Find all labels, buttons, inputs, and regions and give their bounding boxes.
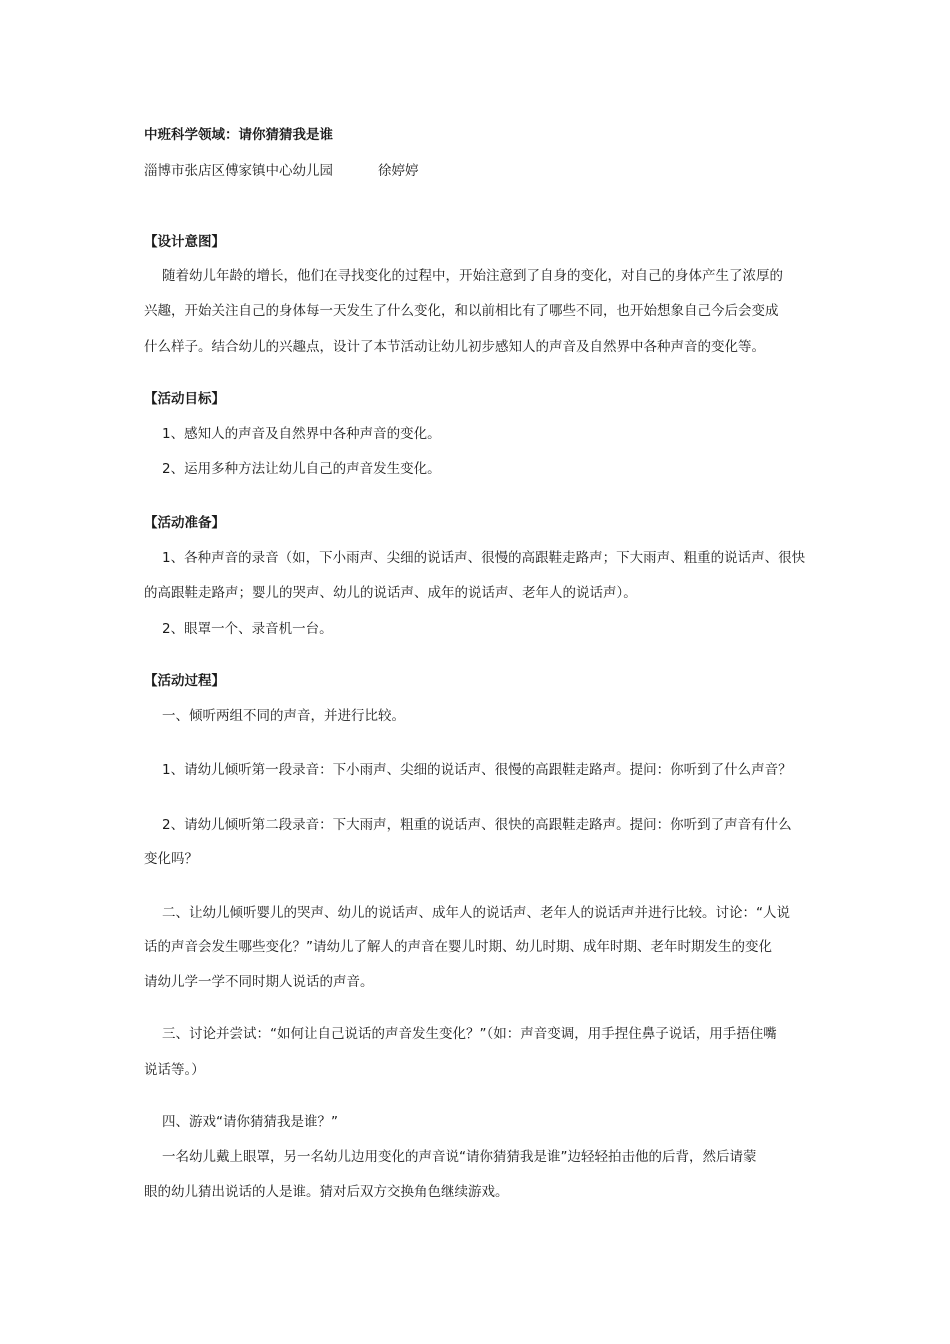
process-line: 眼的幼儿猜出说话的人是谁。猜对后双方交换角色继续游戏。 xyxy=(144,1184,509,1200)
process-line: 一、倾听两组不同的声音，并进行比较。 xyxy=(162,708,405,724)
goal-item: 2、运用多种方法让幼儿自己的声音发生变化。 xyxy=(162,461,441,477)
process-line: 四、游戏“请你猜猜我是谁？” xyxy=(162,1114,338,1130)
process-line: 1、请幼儿倾听第一段录音：下小雨声、尖细的说话声、很慢的高跟鞋走路声。提问：你听到了什么声音？ xyxy=(162,762,792,778)
process-line: 变化吗？ xyxy=(144,851,198,867)
design-intent-heading: 【设计意图】 xyxy=(144,234,225,250)
process-line: 2、请幼儿倾听第二段录音：下大雨声，粗重的说话声、很快的高跟鞋走路声。提问：你听到了声音有什么 xyxy=(162,817,792,833)
prep-line: 的高跟鞋走路声；婴儿的哭声、幼儿的说话声、成年的说话声、老年人的说话声）。 xyxy=(144,585,637,601)
process-line: 二、让幼儿倾听婴儿的哭声、幼儿的说话声、成年人的说话声、老年人的说话声并进行比较。讨论：“人说 xyxy=(162,905,790,921)
process-heading: 【活动过程】 xyxy=(144,673,225,689)
author-name: 徐婷婷 xyxy=(378,163,419,179)
prep-heading: 【活动准备】 xyxy=(144,515,225,531)
process-line: 一名幼儿戴上眼罩，另一名幼儿边用变化的声音说“请你猜猜我是谁”边轻轻拍击他的后背，然后请蒙 xyxy=(162,1149,757,1165)
prep-line: 1、各种声音的录音（如，下小雨声、尖细的说话声、很慢的高跟鞋走路声；下大雨声、粗重的说话声、很快 xyxy=(162,550,806,566)
goals-heading: 【活动目标】 xyxy=(144,391,225,407)
prep-line: 2、眼罩一个、录音机一台。 xyxy=(162,621,333,637)
process-line: 请幼儿学一学不同时期人说话的声音。 xyxy=(144,974,374,990)
design-intent-line: 兴趣，开始关注自己的身体每一天发生了什么变化，和以前相比有了哪些不同，也开始想象自己今后会变成 xyxy=(144,303,779,319)
design-intent-line: 随着幼儿年龄的增长，他们在寻找变化的过程中，开始注意到了自身的变化，对自己的身体产生了浓厚的 xyxy=(162,268,783,284)
design-intent-line: 什么样子。结合幼儿的兴趣点，设计了本节活动让幼儿初步感知人的声音及自然界中各种声音的变化等。 xyxy=(144,339,765,355)
process-line: 话的声音会发生哪些变化？”请幼儿了解人的声音在婴儿时期、幼儿时期、成年时期、老年时期发生的变化 xyxy=(144,939,772,955)
goal-item: 1、感知人的声音及自然界中各种声音的变化。 xyxy=(162,426,441,442)
process-line: 说话等。） xyxy=(144,1062,205,1078)
school-name: 淄博市张店区傅家镇中心幼儿园 xyxy=(144,163,333,179)
process-line: 三、讨论并尝试：“如何让自己说话的声音发生变化？”（如：声音变调，用手捏住鼻子说话，用手捂住嘴 xyxy=(162,1026,777,1042)
doc-title: 中班科学领域：请你猜猜我是谁 xyxy=(144,127,333,143)
